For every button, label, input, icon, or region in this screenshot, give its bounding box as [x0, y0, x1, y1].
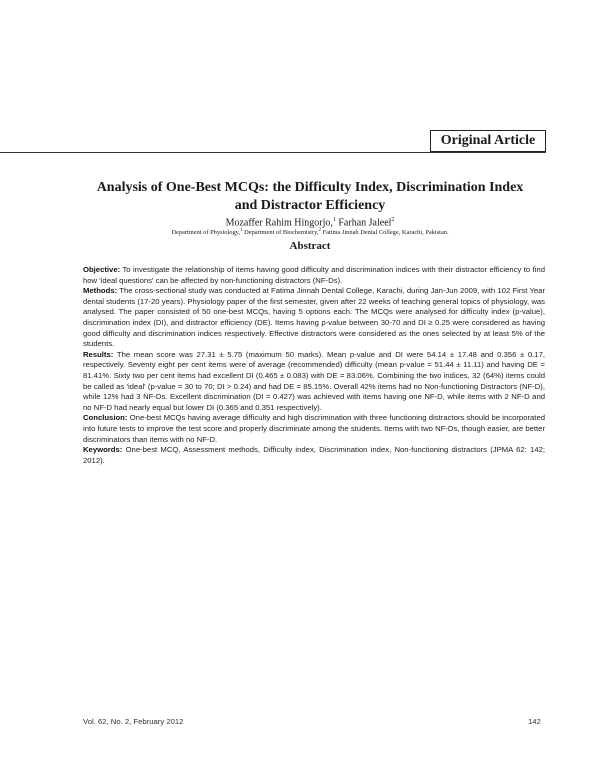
results-label: Results: [83, 349, 114, 359]
footer-page-number: 142 [528, 717, 541, 726]
author-2-sup: 2 [391, 217, 395, 223]
keywords-label: Keywords: [83, 445, 123, 455]
affil-dept-2-sup: 2 [318, 228, 321, 233]
abstract-conclusion [83, 413, 545, 445]
author-2: Farhan Jaleel [338, 217, 392, 229]
conclusion-text: One-best MCQs having average difficulty and high discrimination with three functioning distractors should be incorporated into future tests to improve the test score and properly discriminate among the students. Items with two NF-Ds, though easier, are better discriminators than items with no NF-D. [83, 413, 545, 444]
abstract-heading: Abstract [289, 240, 331, 252]
footer-journal-info: Vol. 62, No. 2, February 2012 [83, 717, 184, 726]
conclusion-label: Conclusion: [83, 413, 128, 423]
author-1-sup: 1 [332, 217, 336, 223]
abstract-results [83, 350, 545, 414]
abstract-methods [83, 286, 545, 350]
paper-title: Analysis of One-Best MCQs: the Difficulty Index, Discrimination Index and Distractor Efficiency [96, 180, 524, 213]
affil-dept-2: Department of Biochemistry, [244, 229, 319, 237]
keywords-text: One-best MCQ, Assessment methods, Difficulty index, Discrimination index, Non-functioning distractors (JPMA 62: 142; 2012). [83, 445, 545, 465]
abstract-keywords [83, 445, 545, 466]
methods-label: Methods: [83, 286, 118, 296]
affil-dept-1-sup: 1 [240, 228, 243, 233]
affiliations [70, 227, 550, 237]
author-1: Mozaffer Rahim Hingorjo, [225, 217, 333, 229]
affil-dept-1: Department of Physiology, [171, 229, 241, 237]
article-type-badge: Original Article [430, 130, 546, 152]
abstract-objective [83, 265, 545, 286]
objective-text: To investigate the relationship of items having good difficulty and discrimination indices with their distractor efficiency to find how 'ideal questions' can be affected by non-functioning distractors (NF-Ds). [83, 265, 545, 285]
results-text: The mean score was 27.31 ± 5.75 (maximum 50 marks). Mean p-value and DI were 54.14 ± 17.48 and 0.356 ± 0.17, respectively. Seventy eight per cent items were of average (recommended) difficulty (mean p-value = 51.44 ± 11.11) and having DE = 81.41%. Sixty two per cent items had excellent DI (0.465 ± 0.083) with DE = 83.06%. Combining the two indices, 32 (64%) items could be called as 'ideal' (p-value = 30 to 70; DI > 0.24) and had DE = 85.15%. Overall 42% items had no Non-functioning Distractors (NF-D), while 12% had 3 NF-Ds. Excellent discrimination (DI = 0.427) was achieved with items having one NF-D, while items with 2 NF-D and no NF-D had nearly equal but lower DI (0.365 and 0.351 respectively). [83, 349, 545, 412]
methods-text: The cross-sectional study was conducted at Fatima Jinnah Dental College, Karachi, during Jan-Jun 2009, with 102 First Year dental students (17-20 years). Physiology paper of the first semester, given after 22 weeks of teaching general topics of physiology, was analysed. The paper consisted of 50 one-best MCQs, having 5 options each. The MCQs were analysed for difficulty index (p-value), discrimination index (DI), and distractor efficiency (DE). Items having p-value between 30-70 and DI ≥ 0.25 were considered as having good difficulty and discrimination indices respectively. Effective distractors were considered as the ones selected by at least 5% of the students. [83, 286, 546, 349]
affil-institution: Fatima Jinnah Dental College, Karachi, Pakistan. [322, 229, 449, 237]
header-rule [0, 152, 546, 153]
abstract-body [83, 265, 545, 466]
objective-label: Objective: [83, 265, 121, 274]
